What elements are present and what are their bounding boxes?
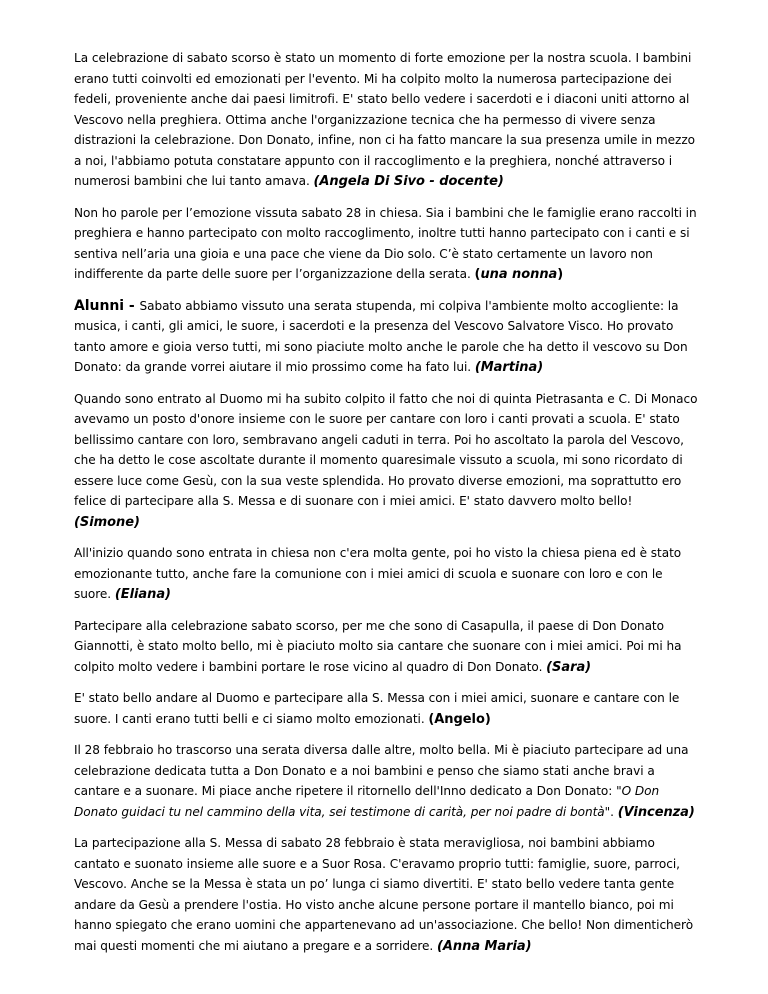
paragraph-text: La celebrazione di sabato scorso è stato un momento di forte emozione per la nostra scuola. I bambini erano tutti coinvolti ed emozionati per l'evento. Mi ha colpito molto la numerosa partecipazione dei fedeli, proveniente anche dai paesi limitrofi. E' stato bello vedere i sacerdoti e i diaconi uniti attorno al Vescovo nella preghiera. Ottima anche l'organizzazione tecnica che ha permesso di vivere senza distrazioni la celebrazione. Don Donato, infine, non ci ha fatto mancare la sua presenza umile in mezzo a noi, l'abbiamo potuta constatare appunto con il raccoglimento e la preghiera, nonché attraverso i numerosi bambini che lui tanto amava.	[74, 51, 695, 188]
paragraph-anna-maria	[74, 833, 698, 957]
author-signature: (Angelo)	[428, 711, 491, 727]
paragraph-text: E' stato bello andare al Duomo e partecipare alla S. Messa con i miei amici, suonare e cantare con le suore. I canti erano tutti belli e ci siamo molto emozionati.	[74, 691, 680, 726]
author-open-paren: (	[474, 267, 481, 282]
paragraph-text: Il 28 febbraio ho trascorso una serata diversa dalle altre, molto bella. Mi è piaciuto partecipare ad una celebrazione dedicata tutta a Don Donato e a noi bambini e penso che siamo stati anche bravi a cantare e a suonare. Mi piace anche ripetere il ritornello dell'Inno dedicato a Don Donato: "	[74, 743, 689, 798]
author-signature: una nonna	[480, 267, 558, 282]
paragraph-text: Partecipare alla celebrazione sabato scorso, per me che sono di Casapulla, il paese di Don Donato Giannotti, è stato molto bello, mi è piaciuto molto sia cantare che suonare con i miei amici. Poi mi ha colpito molto vedere i bambini portare le rose vicino al quadro di Don Donato.	[74, 618, 682, 674]
author-signature: (Sara)	[546, 659, 592, 675]
hymn-quote: O Don Donato guidaci tu nel cammino della vita, sei testimone di carità, per noi padre di bontà	[74, 784, 660, 819]
paragraph-vincenza	[74, 740, 698, 823]
paragraph-text: Non ho parole per l’emozione vissuta sabato 28 in chiesa. Sia i bambini che le famiglie erano raccolti in preghiera e hanno partecipato con molto raccoglimento, inoltre tutti hanno partecipato con i canti e si sentiva nell’aria una gioia e una pace che viene da Dio solo. C’è stato certamente un lavoro non indifferente da parte delle suore per l’organizzazione della serata.	[74, 205, 697, 281]
author-close-paren: )	[557, 267, 564, 282]
paragraph-teacher	[74, 48, 698, 193]
author-signature: (Vincenza)	[617, 804, 695, 820]
author-signature: (Martina)	[474, 360, 544, 375]
paragraph-simone	[74, 389, 698, 534]
paragraph-text: Sabato abbiamo vissuto una serata stupenda, mi colpiva l'ambiente molto accogliente: la musica, i canti, gli amici, le suore, i sacerdoti e la presenza del Vescovo Salvatore Visco. Ho provato tanto amore e gioia verso tutti, mi sono piaciute molto anche le parole che ha detto il vescovo su Don Donato: da grande vorrei aiutare il mio prossimo come ha fato lui.	[74, 298, 688, 374]
paragraph-text: La partecipazione alla S. Messa di sabato 28 febbraio è stata meravigliosa, noi bambini abbiamo cantato e suonato insieme alle suore e a Suor Rosa. C'eravamo proprio tutti: famiglie, suore, parroci, Vescovo. Anche se la Messa è stata un po’ lunga ci siamo divertiti. E' stato bello vedere tanta gente andare da Gesù a prendere l'ostia. Ho visto anche alcune persone portare il mantello bianco, poi mi hanno spiegato che erano uomini che appartenevano ad un'associazione. Che bello! Non dimenticherò mai questi momenti che mi aiutano a pregare e a sorridere.	[74, 836, 694, 953]
author-signature: (Simone)	[74, 514, 140, 530]
paragraph-text: All'inizio quando sono entrata in chiesa non c'era molta gente, poi ho visto la chiesa piena ed è stato emozionante tutto, anche fare la comunione con i miei amici di scuola e suonare con loro e con le suore.	[74, 546, 682, 601]
paragraph-text-after: ".	[604, 804, 618, 819]
paragraph-angelo	[74, 688, 698, 730]
paragraph-eliana	[74, 543, 698, 606]
author-signature: (Eliana)	[114, 587, 171, 602]
author-signature: (Anna Maria)	[437, 938, 532, 954]
paragraph-martina	[74, 296, 698, 379]
section-label-students: Alunni -	[74, 297, 140, 314]
paragraph-grandmother	[74, 203, 698, 286]
paragraph-sara	[74, 616, 698, 679]
author-signature: (Angela Di Sivo - docente)	[313, 174, 504, 189]
paragraph-text: Quando sono entrato al Duomo mi ha subito colpito il fatto che noi di quinta Pietrasanta e C. Di Monaco avevamo un posto d'onore insieme con le suore per cantare con loro i canti provati a scuola. E' stato bellissimo cantare con loro, sembravano angeli caduti in terra. Poi ho ascoltato la parola del Vescovo, che ha detto le cose ascoltate durante il momento quaresimale vissuto a scuola, mi sono ricordato di essere luce come Gesù, con la sua veste splendida. Ho provato diverse emozioni, ma soprattutto ero felice di partecipare alla S. Messa e di suonare con i miei amici. E' stato davvero molto bello!	[74, 391, 698, 508]
